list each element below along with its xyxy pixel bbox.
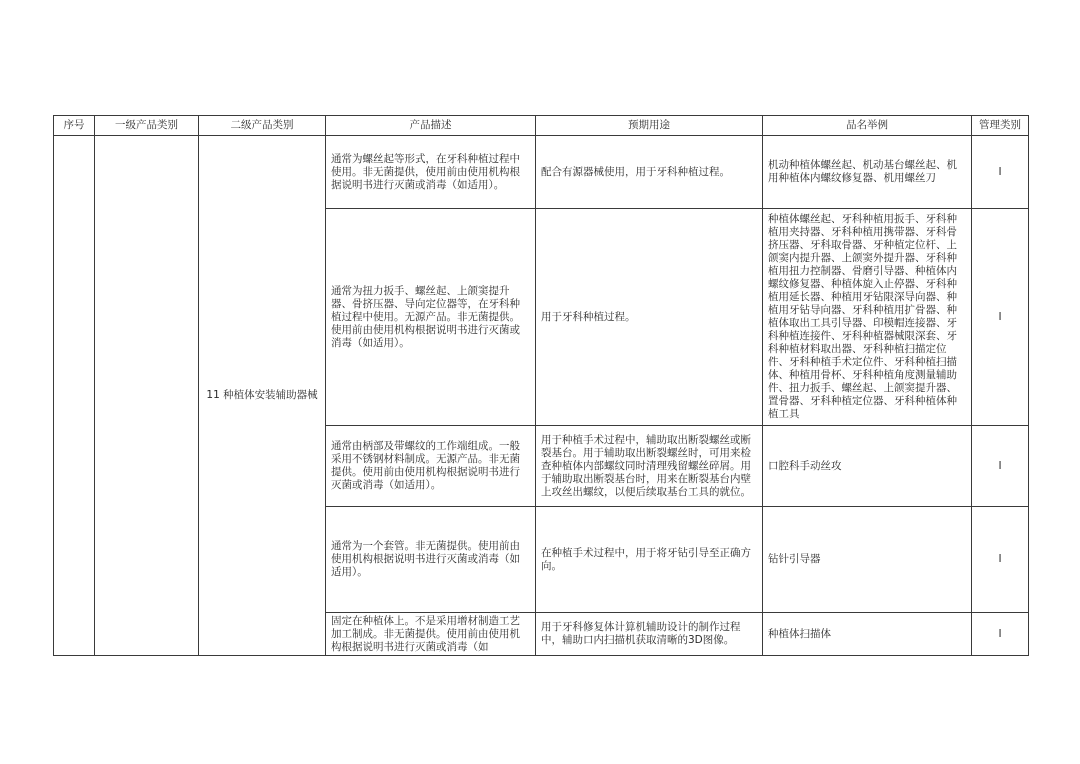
- examples-cell: [763, 426, 972, 507]
- examples-cell: [763, 136, 972, 209]
- intended-use-text: 配合有源器械使用，用于牙科种植过程。: [541, 165, 730, 178]
- table-row: [54, 136, 1029, 209]
- management-class-cell: I: [972, 426, 1029, 507]
- examples-text: 种植体扫描体: [768, 627, 831, 640]
- description-cell: [326, 426, 536, 507]
- examples-cell: [763, 613, 972, 656]
- intended-use-text: 用于种植手术过程中，辅助取出断裂螺丝或断裂基台。用于辅助取出断裂螺丝时，可用来检查种植体内部螺纹同时清理残留螺丝碎屑。用于辅助取出断裂基台时，用来在断裂基台内壁上攻丝出螺纹，以便后续取基台工具的就位。: [541, 433, 751, 498]
- description-text: 通常为螺丝起等形式，在牙科种植过程中使用。非无菌提供，使用前由使用机构根据说明书进行灭菌或消毒（如适用）。: [331, 152, 520, 191]
- description-cell: [326, 209, 536, 426]
- secondary-category-cell: 11 种植体安装辅助器械: [199, 136, 326, 656]
- examples-text: 机动种植体螺丝起、机动基台螺丝起、机用种植体内螺纹修复器、机用螺丝刀: [768, 159, 957, 184]
- description-text: 通常为一个套管。非无菌提供。使用前由使用机构根据说明书进行灭菌或消毒（如适用）。: [331, 540, 520, 578]
- description-cell: [326, 613, 536, 656]
- intended-use-cell: [536, 426, 763, 507]
- intended-use-text: 用于牙科修复体计算机辅助设计的制作过程中，辅助口内扫描机获取清晰的3D图像。: [541, 621, 741, 646]
- intended-use-text: 用于牙科种植过程。: [541, 310, 636, 323]
- primary-category-cell: [95, 136, 199, 656]
- description-text: 固定在种植体上。不是采用增材制造工艺加工制成。非无菌提供。使用前由使用机构根据说明书进行灭菌或消毒（如: [331, 614, 520, 653]
- management-class-cell: I: [972, 613, 1029, 656]
- description-cell: [326, 136, 536, 209]
- header-primary-category: 一级产品类别: [95, 116, 199, 136]
- serial-no-cell: [54, 136, 95, 656]
- management-class-cell: I: [972, 209, 1029, 426]
- header-secondary-category: 二级产品类别: [199, 116, 326, 136]
- description-text: 通常由柄部及带螺纹的工作端组成。一般采用不锈钢材料制成。无源产品。非无菌提供。使用前由使用机构根据说明书进行灭菌或消毒（如适用）。: [331, 440, 520, 491]
- intended-use-cell: [536, 136, 763, 209]
- description-cell: [326, 507, 536, 613]
- examples-text: 口腔科手动丝攻: [768, 459, 842, 472]
- header-serial-no: 序号: [54, 116, 95, 136]
- intended-use-cell: [536, 613, 763, 656]
- examples-text: 种植体螺丝起、牙科种植用扳手、牙科种植用夹持器、牙科种植用携带器、牙科骨挤压器、牙科取骨器、牙种植定位杆、上颌窦内提升器、上颌窦外提升器、牙科种植用扭力控制器、骨磨引导器、种植体内螺纹修复器、种植体旋入止停器、牙科种植用延长器、种植用牙钻限深导向器、种植用牙钻导向器、牙科种植用扩骨器、种植体取出工具引导器、印模帽连接器、牙科种植连接件、牙科种植器械限深套、牙科种植材料取出器、牙科种植扫描定位件、牙科种植手术定位件、牙科种植扫描体、种植用骨杯、牙科种植角度测量辅助件、扭力扳手、螺丝起、上颌窦提升器、置骨器、牙科种植定位器、牙科种植体种植工具: [768, 213, 957, 420]
- examples-text: 钻针引导器: [768, 553, 821, 565]
- header-management-class: 管理类别: [972, 116, 1029, 136]
- header-product-description: 产品描述: [326, 116, 536, 136]
- intended-use-text: 在种植手术过程中，用于将牙钻引导至正确方向。: [541, 546, 751, 572]
- management-class-cell: I: [972, 507, 1029, 613]
- header-product-examples: 品名举例: [763, 116, 972, 136]
- product-catalog-table: [53, 115, 1029, 656]
- description-text: 通常为扭力扳手、螺丝起、上颌窦提升器、骨挤压器、导向定位器等，在牙科种植过程中使用。无源产品。非无菌提供。使用前由使用机构根据说明书进行灭菌或消毒（如适用）。: [331, 284, 520, 349]
- examples-cell: [763, 507, 972, 613]
- header-row: [54, 116, 1029, 136]
- management-class-cell: I: [972, 136, 1029, 209]
- intended-use-cell: [536, 507, 763, 613]
- intended-use-cell: [536, 209, 763, 426]
- header-intended-use: 预期用途: [536, 116, 763, 136]
- examples-cell: [763, 209, 972, 426]
